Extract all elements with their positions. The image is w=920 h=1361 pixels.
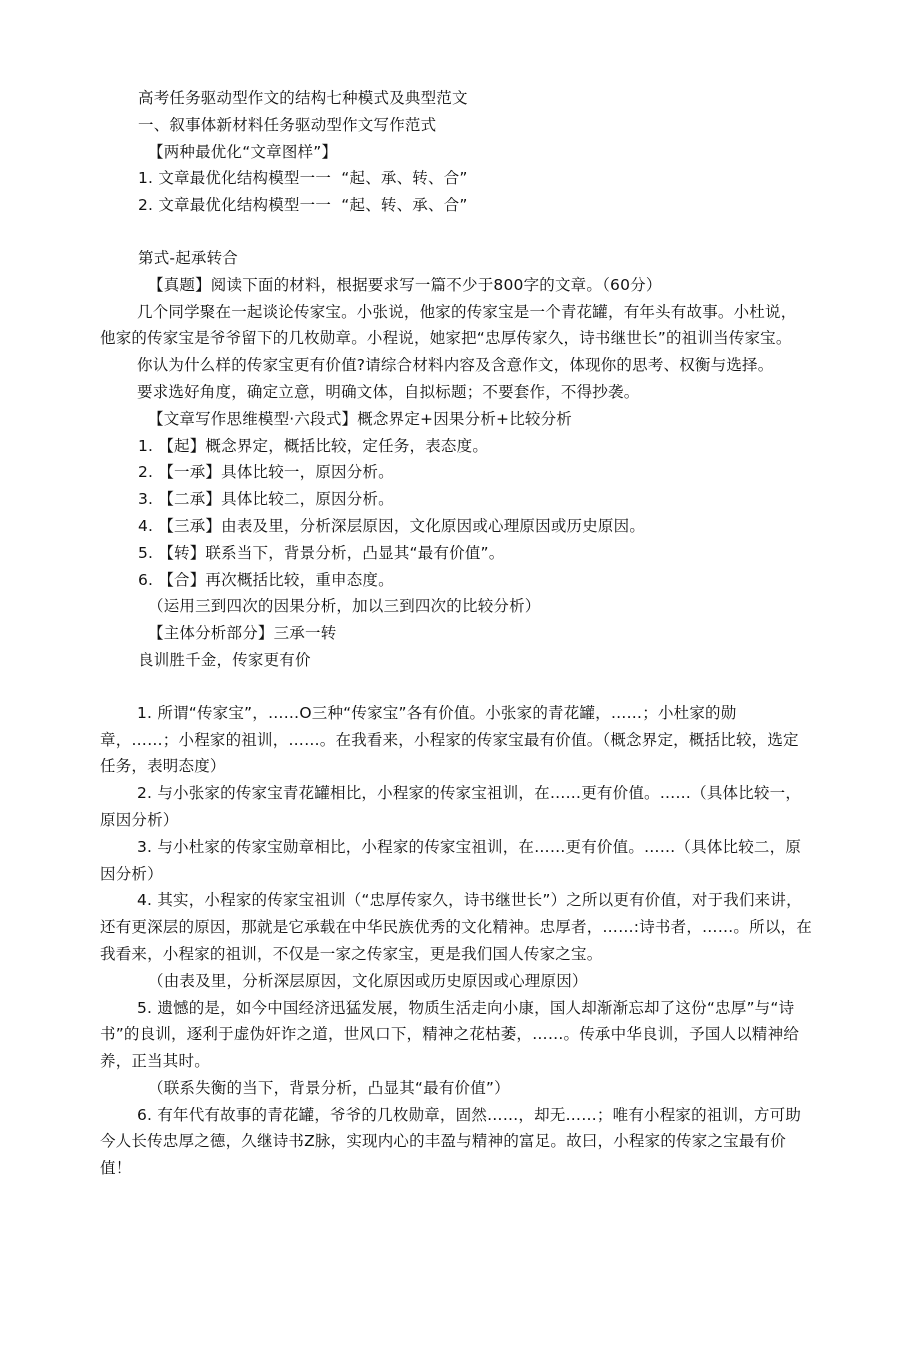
steps-note: （运用三到四次的因果分析，加以三到四次的比较分析） — [148, 597, 541, 616]
material-paragraph-2: 你认为什么样的传家宝更有价值?请综合材料内容及含意作文，体现你的思考、权衡与选择。 — [137, 356, 774, 375]
spacer — [100, 674, 812, 700]
essay-paragraph-5: 5. 遗憾的是，如今中国经济迅猛发展，物质生活走向小康，国人却渐渐忘却了这份“忠厚”与“诗书”的良训，逐利于虚伪奸诈之道，世风口下，精神之花枯萎，……。传承中华良训，予国人以精神给养，正当其时。 — [100, 998, 800, 1071]
model-item-2: 2. 文章最优化结构模型一一 “起、转、承、合” — [138, 196, 468, 215]
document-body — [100, 85, 812, 1182]
essay-paragraph-3: 3. 与小杜家的传家宝勋章相比，小程家的传家宝祖训，在……更有价值。……（具体比较二，原因分析） — [100, 837, 802, 883]
essay-paragraph-6: 6. 有年代有故事的青花罐，爷爷的几枚勋章，固然……，却无……；唯有小程家的祖训，方可助今人长传忠厚之德，久继诗书Z脉，实现内心的丰盈与精神的富足。故曰，小程家的传家之宝最有价值！ — [100, 1105, 802, 1178]
material-paragraph-1: 几个同学聚在一起谈论传家宝。小张说，他家的传家宝是一个青花罐，有年头有故事。小杜说，他家的传家宝是爷爷留下的几枚勋章。小程说，她家把“忠厚传家久，诗书继世长”的祖训当传家宝。 — [100, 302, 797, 348]
essay-paragraph-1: 1. 所谓“传家宝”，……O三种“传家宝”各有价值。小张家的青花罐，……；小杜家的勋章，……；小程家的祖训，……。在我看来，小程家的传家宝最有价值。（概念界定，概括比较，选定任务，表明态度） — [100, 703, 799, 776]
step-item: 4. 【三承】由表及里，分析深层原因，文化原因或心理原因或历史原因。 — [138, 516, 646, 535]
essay-title: 良训胜千金，传家更有价 — [138, 650, 311, 669]
essay-paragraph-2: 2. 与小张家的传家宝青花罐相比，小程家的传家宝祖训，在……更有价值。……（具体比较一，原因分析） — [100, 784, 802, 829]
model-heading: 【文章写作思维模型·六段式】概念界定+因果分析+比较分析 — [148, 409, 573, 428]
step-item: 2. 【一承】具体比较一，原因分析。 — [138, 463, 394, 482]
best-models-heading: 【两种最优化“文章图样”】 — [148, 142, 338, 161]
main-part-heading: 【主体分析部分】三承一转 — [148, 624, 337, 643]
requirements-line: 要求选好角度，确定立意，明确文体，自拟标题；不要套作，不得抄袭。 — [137, 382, 640, 401]
step-item: 3. 【二承】具体比较二，原因分析。 — [138, 490, 394, 509]
essay-note-4: （由表及里，分析深层原因，文化原因或历史原因或心理原因） — [148, 971, 588, 990]
prompt-line: 【真题】阅读下面的材料，根据要求写一篇不少于800字的文章。（60分） — [148, 275, 662, 294]
essay-note-5: （联系失衡的当下，背景分析，凸显其“最有价值”） — [148, 1078, 510, 1097]
step-item: 5. 【转】联系当下，背景分析，凸显其“最有价值”。 — [138, 543, 505, 562]
section-heading: 一、叙事体新材料任务驱动型作文写作范式 — [138, 115, 437, 134]
spacer — [100, 219, 812, 245]
document-title: 高考任务驱动型作文的结构七种模式及典型范文 — [138, 89, 468, 107]
essay-paragraph-4: 4. 其实，小程家的传家宝祖训（“忠厚传家久，诗书继世长”）之所以更有价值，对于我们来讲，还有更深层的原因，那就是它承载在中华民族优秀的文化精神。忠厚者，……:诗书者，……。所以，在我看来，小程家的祖训，不仅是一家之传家宝，更是我们国人传家之宝。 — [100, 891, 812, 963]
step-item: 6. 【合】再次概括比较，重申态度。 — [138, 570, 394, 589]
style-heading: 第式-起承转合 — [138, 248, 238, 267]
model-item-1: 1. 文章最优化结构模型一一 “起、承、转、合” — [138, 169, 468, 188]
step-item: 1. 【起】概念界定，概括比较，定任务，表态度。 — [138, 436, 489, 455]
